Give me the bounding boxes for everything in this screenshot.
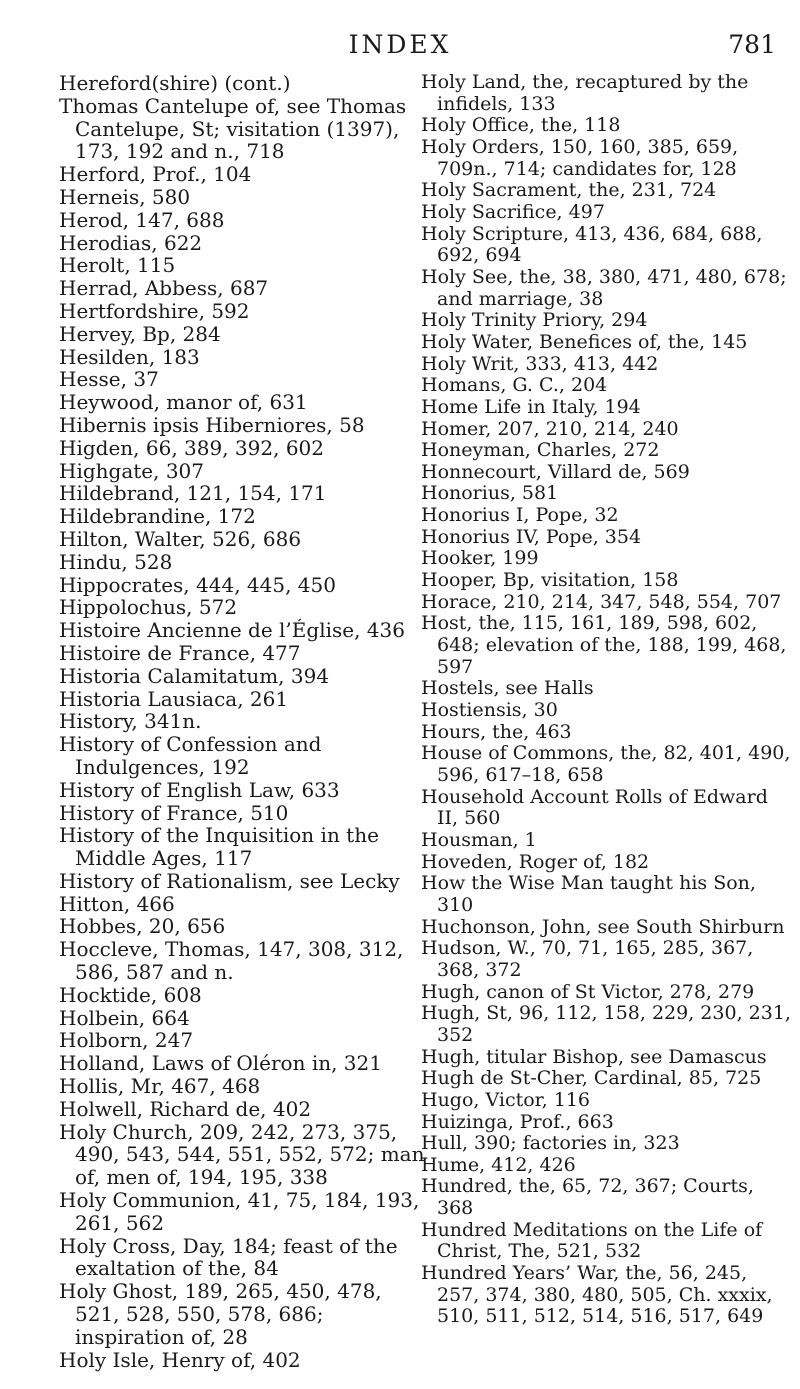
index-entry: History of English Law, 633 bbox=[59, 777, 340, 802]
index-column-left bbox=[59, 72, 429, 1371]
index-entry: Holy Cross, Day, 184; feast of the exaltation of the, 84 bbox=[59, 1233, 398, 1281]
index-entry: Holy Sacrifice, 497 bbox=[421, 200, 605, 223]
index-entry: Historia Lausiaca, 261 bbox=[59, 686, 289, 711]
index-entry: Hundred Years’ War, the, 56, 245, 257, 374, 380, 480, 505, Ch. xxxix, 510, 511, 512, 514, 516, 517, 649 bbox=[421, 1262, 773, 1328]
index-entry: Honorius I, Pope, 32 bbox=[421, 504, 619, 527]
index-entry: Holborn, 247 bbox=[59, 1028, 194, 1053]
index-entry: Hostiensis, 30 bbox=[421, 699, 558, 722]
index-entry: Hugh, canon of St Victor, 278, 279 bbox=[421, 980, 755, 1003]
index-entry: Herod, 147, 688 bbox=[59, 207, 225, 232]
index-entry: Hibernis ipsis Hiberniores, 58 bbox=[59, 412, 365, 437]
index-entry: Honeyman, Charles, 272 bbox=[421, 439, 660, 462]
index-entry: Hooper, Bp, visitation, 158 bbox=[421, 569, 679, 592]
index-entry: Hesse, 37 bbox=[59, 367, 159, 392]
index-entry: Hull, 390; factories in, 323 bbox=[421, 1132, 680, 1155]
index-entry: Hindu, 528 bbox=[59, 549, 173, 574]
index-entry: Hugh de St-Cher, Cardinal, 85, 725 bbox=[421, 1067, 762, 1090]
index-entry: Hippocrates, 444, 445, 450 bbox=[59, 572, 336, 597]
index-entry: Histoire Ancienne de l’Église, 436 bbox=[59, 618, 405, 643]
index-entry: Hugo, Victor, 116 bbox=[421, 1088, 591, 1111]
index-entry: Herneis, 580 bbox=[59, 184, 191, 209]
index-entry: Hostels, see Halls bbox=[421, 677, 594, 700]
index-entry: Hocktide, 608 bbox=[59, 982, 202, 1007]
index-entry: Holy Isle, Henry of, 402 bbox=[59, 1347, 301, 1372]
index-entry: Holwell, Richard de, 402 bbox=[59, 1096, 312, 1121]
index-entry: Holbein, 664 bbox=[59, 1005, 190, 1030]
index-entry: Hilton, Walter, 526, 686 bbox=[59, 526, 302, 551]
index-column-right bbox=[421, 72, 791, 1328]
index-entry: Hooker, 199 bbox=[421, 547, 539, 570]
index-entry: Homer, 207, 210, 214, 240 bbox=[421, 417, 679, 440]
index-entry: Hours, the, 463 bbox=[421, 720, 572, 743]
index-entry: Hitton, 466 bbox=[59, 891, 175, 916]
running-title: INDEX bbox=[348, 30, 452, 59]
index-entry: History of Confession and Indulgences, 192 bbox=[59, 732, 322, 779]
index-entry: Hoveden, Roger of, 182 bbox=[421, 850, 650, 873]
index-entry: Hervey, Bp, 284 bbox=[59, 321, 221, 346]
index-entry: Histoire de France, 477 bbox=[59, 640, 301, 665]
index-entry: Household Account Rolls of Edward II, 560 bbox=[421, 785, 768, 830]
index-entry: Hollis, Mr, 467, 468 bbox=[59, 1074, 261, 1099]
index-entry: Holy See, the, 38, 380, 471, 480, 678; and marriage, 38 bbox=[421, 265, 787, 310]
index-entry: Hoccleve, Thomas, 147, 308, 312, 586, 587 and n. bbox=[59, 937, 404, 985]
index-entry: Herodias, 622 bbox=[59, 230, 203, 255]
index-entry: Honorius IV, Pope, 354 bbox=[421, 525, 642, 548]
index-entry: House of Commons, the, 82, 401, 490, 596, 617–18, 658 bbox=[421, 742, 791, 786]
page-number: 781 bbox=[728, 30, 776, 59]
index-entry: Hobbes, 20, 656 bbox=[59, 914, 226, 939]
index-entry: Holy Church, 209, 242, 273, 375, 490, 543, 544, 551, 552, 572; man of, men of, 194, 195, 338 bbox=[59, 1119, 425, 1190]
index-entry: Holy Scripture, 413, 436, 684, 688, 692, 694 bbox=[421, 222, 763, 267]
index-entry: Holy Ghost, 189, 265, 450, 478, 521, 528, 550, 578, 686; inspiration of, 28 bbox=[59, 1279, 382, 1349]
index-entry: Hildebrand, 121, 154, 171 bbox=[59, 481, 327, 506]
index-entry: Higden, 66, 389, 392, 602 bbox=[59, 435, 324, 460]
index-entry: Host, the, 115, 161, 189, 598, 602, 648; elevation of the, 188, 199, 468, 597 bbox=[421, 612, 787, 678]
index-entry: Herford, Prof., 104 bbox=[59, 162, 252, 187]
index-entry: Homans, G. C., 204 bbox=[421, 374, 608, 397]
index-entry: History of France, 510 bbox=[59, 800, 289, 825]
page-header bbox=[0, 30, 800, 64]
index-entry: History, 341n. bbox=[59, 709, 202, 734]
index-entry: Historia Calamitatum, 394 bbox=[59, 663, 330, 688]
index-entry: Hesilden, 183 bbox=[59, 344, 200, 369]
index-entry: Holy Office, the, 118 bbox=[421, 114, 621, 137]
index-entry: Hugh, titular Bishop, see Damascus bbox=[421, 1045, 767, 1068]
index-entry: Hildebrandine, 172 bbox=[59, 504, 256, 529]
index-entry: Thomas Cantelupe of, see Thomas Cantelupe, St; visitation (1397), 173, 192 and n., 718 bbox=[59, 93, 407, 164]
index-entry: Hugh, St, 96, 112, 158, 229, 230, 231, 352 bbox=[421, 1002, 791, 1046]
index-entry: Holy Land, the, recaptured by the infidels, 133 bbox=[421, 71, 749, 115]
index-entry: Herolt, 115 bbox=[59, 253, 176, 278]
index-entry: How the Wise Man taught his Son, 310 bbox=[421, 872, 756, 916]
index-entry: Huchonson, John, see South Shirburn bbox=[421, 915, 785, 938]
index-entry: Hume, 412, 426 bbox=[421, 1153, 576, 1176]
index-entry: Holy Trinity Priory, 294 bbox=[421, 309, 648, 332]
index-entry: Hudson, W., 70, 71, 165, 285, 367, 368, 372 bbox=[421, 937, 754, 981]
index-entry: History of Rationalism, see Lecky bbox=[59, 868, 400, 893]
index-entry: Honorius, 581 bbox=[421, 482, 559, 505]
index-entry: Highgate, 307 bbox=[59, 458, 205, 483]
index-entry: Heywood, manor of, 631 bbox=[59, 390, 308, 415]
index-entry: Hertfordshire, 592 bbox=[59, 298, 250, 323]
index-entry: Hundred Meditations on the Life of Christ, The, 521, 532 bbox=[421, 1218, 763, 1263]
index-entry: Holy Sacrament, the, 231, 724 bbox=[421, 179, 717, 202]
index-entry: Holland, Laws of Oléron in, 321 bbox=[59, 1051, 382, 1076]
index-entry: Huizinga, Prof., 663 bbox=[421, 1110, 614, 1133]
index-entry: Honnecourt, Villard de, 569 bbox=[421, 460, 690, 483]
index-entry: Hundred, the, 65, 72, 367; Courts, 368 bbox=[421, 1175, 754, 1220]
index-entry: Holy Writ, 333, 413, 442 bbox=[421, 352, 659, 375]
index-entry: History of the Inquisition in the Middle Ages, 117 bbox=[59, 823, 379, 871]
index-entry: Hereford(shire) (cont.) bbox=[59, 71, 291, 95]
index-entry: Home Life in Italy, 194 bbox=[421, 395, 641, 418]
index-entry: Holy Communion, 41, 75, 184, 193, 261, 562 bbox=[59, 1188, 420, 1235]
index-entry: Herrad, Abbess, 687 bbox=[59, 276, 269, 301]
index-entry: Holy Orders, 150, 160, 385, 659, 709n., 714; candidates for, 128 bbox=[421, 135, 739, 180]
index-entry: Housman, 1 bbox=[421, 828, 537, 851]
index-entry: Horace, 210, 214, 347, 548, 554, 707 bbox=[421, 590, 782, 613]
index-entry: Holy Water, Benefices of, the, 145 bbox=[421, 330, 748, 353]
index-entry: Hippolochus, 572 bbox=[59, 595, 238, 620]
